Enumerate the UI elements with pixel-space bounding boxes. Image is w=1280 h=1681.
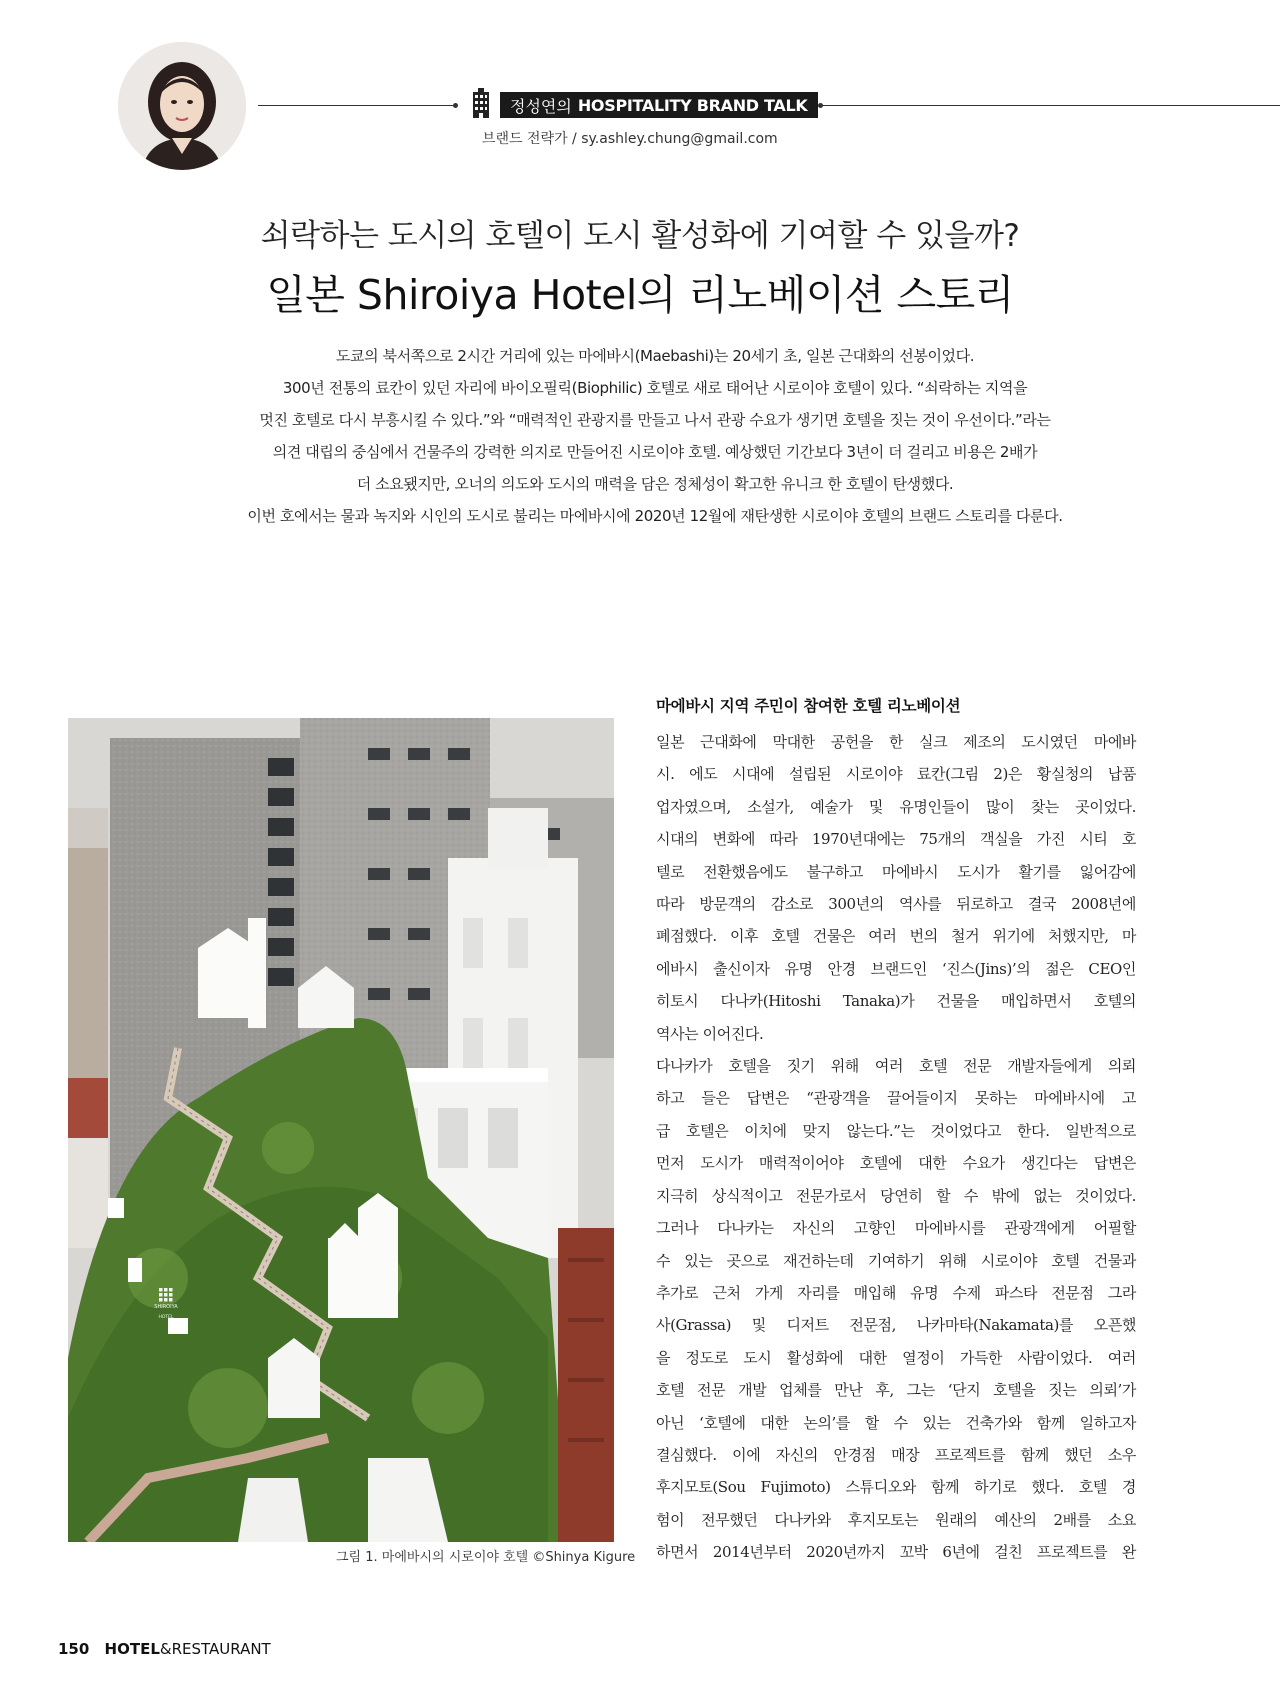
article-title: 일본 Shiroiya Hotel의 리노베이션 스토리	[266, 271, 1014, 319]
body-line: 텔로 전환했음에도 불구하고 마에바시 도시가 활기를 잃어감에	[656, 862, 1136, 881]
body-line: 하면서 2014년부터 2020년까지 꼬박 6년에 걸친 프로젝트를 완	[656, 1543, 1136, 1562]
columnist-name: 정성연의	[510, 96, 572, 116]
column-banner	[500, 92, 818, 118]
lead-line: 300년 전통의 료칸이 있던 자리에 바이오필릭(Biophilic) 호텔로 새로 태어난 시로이야 호텔이 있다. “쇠락하는 지역을	[282, 379, 1028, 397]
body-line: 추가로 근처 가게 자리를 매입해 유명 수제 파스타 전문점 그라	[656, 1283, 1136, 1302]
magazine-name-hotel: HOTEL	[104, 1640, 160, 1658]
header-rule-right	[820, 105, 1280, 106]
lead-line: 의견 대립의 중심에서 건물주의 강력한 의지로 만들어진 시로이야 호텔. 예상했던 기간보다 3년이 더 걸리고 비용은 2배가	[272, 443, 1038, 461]
body-line: 역사는 이어진다.	[656, 1024, 764, 1043]
article-body	[656, 726, 1136, 1569]
body-line: 히토시 다나카(Hitoshi Tanaka)가 건물을 매입하면서 호텔의	[656, 992, 1136, 1011]
lead-line: 도쿄의 북서쪽으로 2시간 거리에 있는 마에바시(Maebashi)는 20세기 초, 일본 근대화의 선봉이었다.	[335, 347, 975, 365]
sign-grid-cell	[169, 1293, 173, 1297]
body-line: 시. 에도 시대에 설립된 시로이야 료칸(그림 2)은 황실청의 납품	[656, 765, 1136, 784]
body-line: 아닌 ‘호텔에 대한 논의’를 할 수 있는 건축가와 함께 일하고자	[656, 1413, 1136, 1432]
body-line: 하고 들은 답변은 “관광객을 끌어들이지 못하는 마에바시에 고	[656, 1089, 1136, 1108]
body-line: 업자였으며, 소설가, 예술가 및 유명인들이 많이 찾는 곳이었다.	[656, 797, 1136, 816]
sign-grid-cell	[159, 1298, 163, 1302]
body-line: 사(Grassa) 및 디저트 전문점, 나카마타(Nakamata)를 오픈했	[656, 1316, 1136, 1335]
body-line: 다나카가 호텔을 짓기 위해 여러 호텔 전문 개발자들에게 의뢰	[656, 1057, 1136, 1076]
byline: 브랜드 전략가 / sy.ashley.chung@gmail.com	[482, 131, 778, 147]
article-subtitle: 쇠락하는 도시의 호텔이 도시 활성화에 기여할 수 있을까?	[260, 218, 1020, 254]
body-line: 수 있는 곳으로 재건하는데 기여하기 위해 시로이야 호텔 건물과	[656, 1251, 1136, 1270]
section-heading: 마에바시 지역 주민이 참여한 호텔 리노베이션	[656, 697, 961, 715]
page-number: 150	[58, 1640, 90, 1658]
body-line: 폐점했다. 이후 호텔 건물은 여러 번의 철거 위기에 처했지만, 마	[656, 927, 1136, 946]
building-icon	[470, 88, 492, 118]
sign-grid-cell	[159, 1293, 163, 1297]
body-line: 시대의 변화에 따라 1970년대에는 75개의 객실을 가진 시티 호	[656, 830, 1136, 849]
lead-paragraph	[190, 340, 1120, 532]
sign-grid-cell	[169, 1298, 173, 1302]
sign-grid-cell	[159, 1288, 163, 1292]
sign-grid-cell	[169, 1288, 173, 1292]
hotel-photo	[68, 718, 614, 1542]
body-line: 에바시 출신이자 유명 안경 브랜드인 ‘진스(Jins)’의 젊은 CEO인	[656, 959, 1136, 978]
magazine-name-amp: &	[159, 1640, 172, 1658]
lead-line: 더 소요됐지만, 오너의 의도와 도시의 매력을 담은 정체성이 확고한 유니크 한 호텔이 탄생했다.	[356, 475, 954, 493]
body-line: 그러나 다나카는 자신의 고향인 마에바시를 관광객에게 어필할	[656, 1219, 1136, 1238]
sign-grid-cell	[164, 1288, 168, 1292]
lead-line: 멋진 호텔로 다시 부흥시킬 수 있다.”와 “매력적인 관광지를 만들고 나서 관광 수요가 생기면 호텔을 짓는 것이 우선이다.”라는	[259, 411, 1051, 429]
sign-grid-cell	[164, 1298, 168, 1302]
columnist-photo	[118, 42, 246, 170]
sign-text-hotel: HOTEL	[158, 1315, 174, 1320]
body-line: 호텔 전문 개발 업체를 만난 후, 그는 ‘단지 호텔을 짓는 의뢰’가	[656, 1381, 1136, 1400]
body-line: 결심했다. 이에 자신의 안경점 매장 프로젝트를 함께 했던 소우	[656, 1445, 1136, 1464]
body-line: 먼저 도시가 매력적이어야 호텔에 대한 수요가 생긴다는 답변은	[656, 1154, 1136, 1173]
body-line: 일본 근대화에 막대한 공헌을 한 실크 제조의 도시였던 마에바	[656, 733, 1136, 751]
body-line: 을 정도로 도시 활성화에 대한 열정이 가득한 사람이었다. 여러	[656, 1348, 1136, 1367]
figure-caption: 그림 1. 마에바시의 시로이야 호텔 ©Shinya Kigure	[336, 1550, 636, 1565]
lead-line: 이번 호에서는 물과 녹지와 시인의 도시로 불리는 마에바시에 2020년 12월에 재탄생한 시로이야 호텔의 브랜드 스토리를 다룬다.	[247, 507, 1063, 525]
body-line: 험이 전무했던 다나카와 후지모토는 원래의 예산의 2배를 소요	[656, 1510, 1136, 1529]
sign-grid-cell	[164, 1293, 168, 1297]
magazine-name-restaurant: RESTAURANT	[171, 1640, 271, 1658]
body-line: 후지모토(Sou Fujimoto) 스튜디오와 함께 하기로 했다. 호텔 경	[656, 1478, 1136, 1497]
header-rule-left	[258, 105, 456, 106]
sign-text-shiroiya: SHIROIYA	[154, 1304, 178, 1310]
body-line: 따라 방문객의 감소로 300년의 역사를 뒤로하고 결국 2008년에	[656, 895, 1136, 914]
page-footer	[58, 1640, 271, 1658]
body-line: 지극히 상식적이고 전문가로서 당연히 할 수 밖에 없는 것이었다.	[656, 1186, 1136, 1205]
column-title: HOSPITALITY BRAND TALK	[577, 95, 808, 115]
body-line: 급 호텔은 이치에 맞지 않는다.”는 것이었다고 한다. 일반적으로	[656, 1121, 1136, 1140]
